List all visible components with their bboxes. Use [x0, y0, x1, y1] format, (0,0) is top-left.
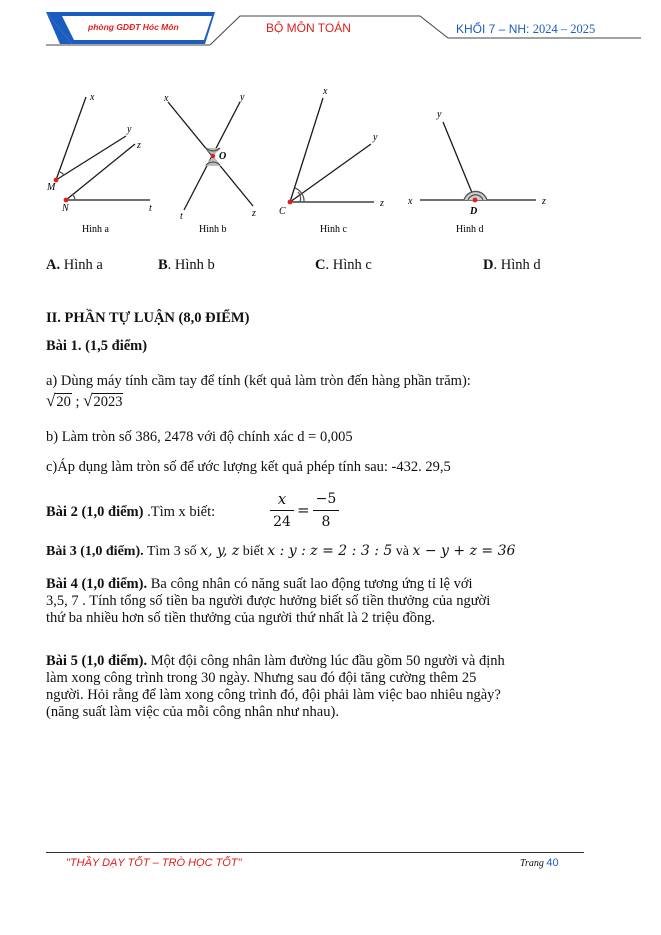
header-school: phòng GDĐT Hóc Môn	[88, 22, 179, 32]
fraction-left	[270, 490, 294, 531]
point-C	[288, 200, 293, 205]
fig-b-caption: Hình b	[199, 224, 227, 235]
fig-b-label-x: x	[164, 93, 169, 104]
fig-a-label-N: N	[62, 203, 69, 214]
bai3-text2: biết	[239, 544, 268, 559]
fig-b-label-y: y	[240, 92, 245, 103]
sqrt-2023: √2023	[83, 391, 123, 410]
choice-b-letter: B	[158, 257, 168, 273]
point-O	[211, 154, 215, 158]
header-grade-label: KHỐI 7 – NH:	[456, 22, 530, 36]
fig-b-label-t: t	[180, 211, 183, 222]
fraction-right-num: −5	[315, 491, 337, 507]
bai3-text3: và	[392, 544, 413, 559]
header-year: 2024 – 2025	[532, 22, 596, 36]
bai5-block	[46, 653, 631, 721]
bai4-line3: thứ ba nhiều hơn số tiền thưởng của người thứ nhất là 2 triệu đồng.	[46, 610, 436, 626]
fraction-left-num: x	[277, 490, 287, 508]
footer-page-label: Trang	[520, 858, 544, 869]
fig-a-label-z: z	[137, 140, 141, 151]
bai4-block	[46, 576, 626, 627]
roots-separator: ;	[75, 394, 80, 410]
figure-b	[168, 102, 253, 210]
bai2-equation	[270, 490, 340, 534]
figure-d	[420, 122, 536, 200]
sqrt-20: √20	[46, 391, 71, 410]
choice-c-letter: C	[315, 257, 326, 273]
figure-c	[290, 98, 374, 202]
bai1-a-roots	[46, 392, 123, 411]
fig-a-label-y: y	[127, 124, 132, 135]
fig-c-label-x: x	[323, 86, 328, 97]
footer-rule	[46, 852, 584, 853]
choice-b	[158, 256, 215, 274]
choice-a-letter: A.	[46, 257, 61, 273]
choice-d	[483, 256, 541, 274]
fig-a-label-M: M	[47, 182, 56, 193]
choice-d-text: . Hình d	[493, 257, 541, 273]
bai3-sum: x − y + z = 36	[412, 543, 516, 559]
bai4-title: Bài 4 (1,0 điểm).	[46, 576, 148, 592]
fig-a-label-t: t	[149, 203, 152, 214]
bai5-line2: làm xong công trình trong 30 ngày. Nhưng sau đó đội tăng cường thêm 25	[46, 670, 477, 686]
bai3-title: Bài 3 (1,0 điểm).	[46, 544, 144, 559]
fig-c-label-C: C	[279, 206, 286, 217]
fraction-right-den: 8	[321, 514, 331, 530]
header-grade	[456, 22, 595, 37]
bai3-vars: x, y, z	[200, 543, 240, 559]
figures-panel	[0, 80, 661, 240]
sqrt-2023-radicand: 2023	[93, 394, 123, 410]
bai3-text1: Tìm 3 số	[143, 544, 201, 559]
point-N	[64, 198, 69, 203]
fig-c-label-z: z	[380, 198, 384, 209]
choice-a	[46, 256, 103, 274]
bai1-c-text: c)Áp dụng làm tròn số để ước lượng kết quả phép tính sau: -432. 29,5	[46, 459, 451, 475]
fig-c-caption: Hình c	[320, 224, 347, 235]
fraction-left-den: 24	[273, 514, 291, 530]
point-D	[473, 198, 478, 203]
bai4-line2: 3,5, 7 . Tính tổng số tiền ba người được hưởng biết số tiền thưởng của người	[46, 593, 491, 609]
bai1-title: Bài 1. (1,5 điểm)	[46, 338, 148, 354]
bai2-line	[46, 503, 215, 521]
bai4-line1: Ba công nhân có năng suất lao động tương ứng tỉ lệ với	[147, 576, 473, 592]
fig-d-label-y: y	[437, 109, 442, 120]
fig-b-label-z: z	[252, 208, 256, 219]
sqrt-20-radicand: 20	[56, 394, 71, 410]
bai5-line4: (năng suất làm việc của mỗi công nhân như nhau).	[46, 704, 339, 720]
bai2-text: .Tìm x biết:	[143, 504, 216, 520]
section-title: II. PHẦN TỰ LUẬN (8,0 ĐIỂM)	[46, 310, 250, 326]
fig-a-label-x: x	[90, 92, 95, 103]
footer-page	[520, 857, 559, 869]
bai3-line	[46, 542, 515, 561]
choice-a-text: Hình a	[63, 257, 103, 273]
bai1-a-text: a) Dùng máy tính cầm tay để tính (kết quả làm tròn đến hàng phần trăm):	[46, 373, 471, 389]
fig-a-caption: Hình a	[82, 224, 109, 235]
bai1-b-text: b) Làm tròn số 386, 2478 với độ chính xác d = 0,005	[46, 429, 353, 445]
fraction-right	[313, 490, 339, 531]
fig-d-label-x: x	[408, 196, 413, 207]
choice-c	[315, 256, 372, 274]
choice-d-letter: D	[483, 257, 494, 273]
header-subject: BỘ MÔN TOÁN	[266, 21, 351, 35]
bai5-line3: người. Hỏi rằng để làm xong công trình đó, đội phải làm việc bao nhiêu ngày?	[46, 687, 501, 703]
bai5-title: Bài 5 (1,0 điểm).	[46, 653, 148, 669]
fig-d-label-z: z	[542, 196, 546, 207]
choice-b-text: . Hình b	[167, 257, 215, 273]
fig-c-label-y: y	[373, 132, 378, 143]
fig-d-label-D: D	[470, 206, 478, 217]
choice-c-text: . Hình c	[325, 257, 372, 273]
equals-sign: =	[297, 501, 310, 519]
figure-a	[56, 97, 150, 200]
bai5-line1: Một đội công nhân làm đường lúc đầu gồm 50 người và định	[147, 653, 505, 669]
footer-slogan: "THẦY DẠY TỐT – TRÒ HỌC TỐT"	[66, 857, 242, 869]
fig-b-label-O: O	[219, 151, 227, 162]
footer-page-number: 40	[546, 857, 559, 869]
bai3-ratio: x : y : z = 2 : 3 : 5	[267, 543, 393, 559]
fig-d-caption: Hình d	[456, 224, 484, 235]
bai2-title: Bài 2 (1,0 điểm)	[46, 504, 144, 520]
